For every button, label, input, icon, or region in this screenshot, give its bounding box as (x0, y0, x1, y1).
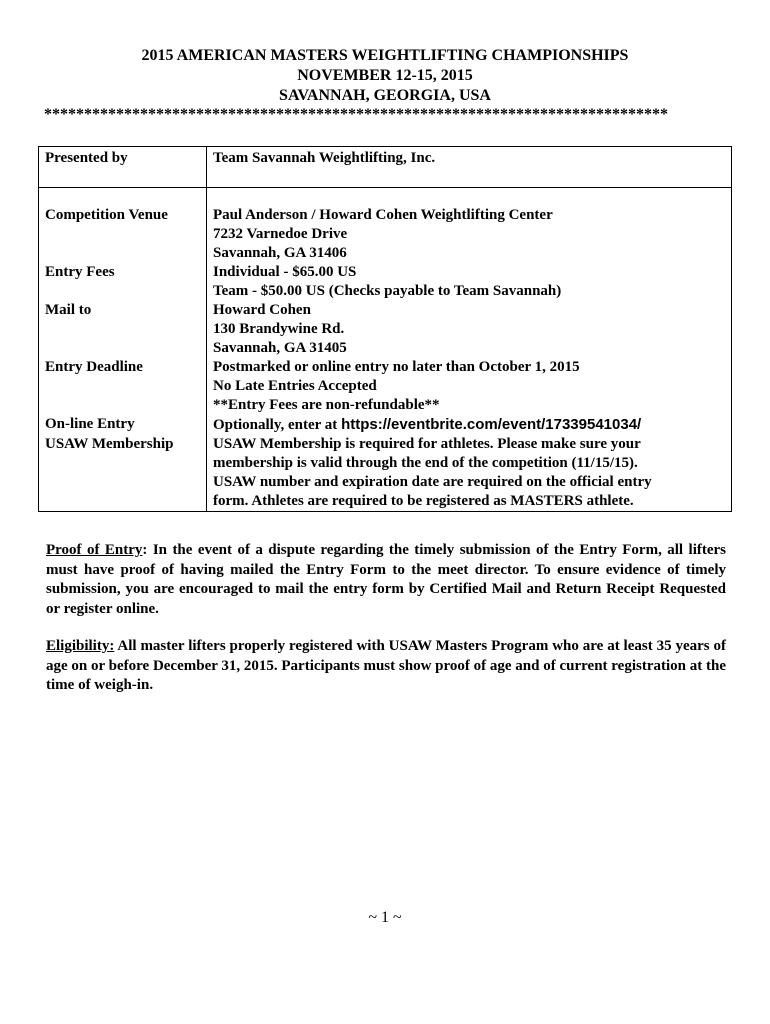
deadline-line-3: **Entry Fees are non-refundable** (213, 397, 440, 413)
deadline-line-1: Postmarked or online entry no later than October 1, 2015 (213, 359, 580, 375)
eligibility-heading: Eligibility: (46, 638, 115, 654)
table-row-online (39, 415, 732, 435)
membership-line-2: membership is valid through the end of the competition (11/15/15). (213, 455, 638, 471)
asterisk-divider: ****************************************************************************** (44, 106, 668, 123)
proof-of-entry-colon: : (142, 542, 148, 558)
table-row-mail (39, 301, 732, 358)
membership-line-3: USAW number and expiration date are required on the official entry (213, 474, 652, 490)
label-online: On-line Entry (39, 415, 207, 435)
value-venue (207, 188, 732, 264)
membership-line-1: USAW Membership is required for athletes. Please make sure your (213, 436, 641, 452)
table-row-fees (39, 263, 732, 301)
value-deadline (207, 358, 732, 415)
title-line-1: 2015 AMERICAN MASTERS WEIGHTLIFTING CHAMPIONSHIPS (141, 47, 629, 64)
mail-line-3: Savannah, GA 31405 (213, 340, 347, 356)
value-fees (207, 263, 732, 301)
mail-line-1: Howard Cohen (213, 302, 311, 318)
table-row-venue (39, 188, 732, 264)
page-number: ~ 1 ~ (368, 909, 402, 926)
online-line (213, 415, 725, 435)
title-line-3: SAVANNAH, GEORGIA, USA (279, 87, 491, 104)
eligibility-text: All master lifters properly registered with USAW Masters Program who are at least 35 years of age on or before December 31, 2015. Participants must show proof of age and of current registration at the time of weigh-in. (46, 638, 726, 693)
document-header (0, 46, 770, 106)
value-membership (207, 435, 732, 512)
eligibility-paragraph (46, 637, 726, 696)
table-row-membership (39, 435, 732, 512)
proof-of-entry-heading: Proof of Entry (46, 542, 143, 558)
proof-of-entry-paragraph (46, 541, 726, 619)
value-online (207, 415, 732, 435)
deadline-line-2: No Late Entries Accepted (213, 378, 377, 394)
value-mail (207, 301, 732, 358)
label-fees: Entry Fees (39, 263, 207, 301)
title-line-2: NOVEMBER 12-15, 2015 (297, 67, 473, 84)
table-row-deadline (39, 358, 732, 415)
eventbrite-link[interactable]: https://eventbrite.com/event/17339541034/ (341, 416, 642, 433)
label-venue: Competition Venue (39, 188, 207, 264)
venue-line-3: Savannah, GA 31406 (213, 245, 347, 261)
event-info-table (38, 146, 732, 512)
proof-of-entry-text: In the event of a dispute regarding the timely submission of the Entry Form, all lifters must have proof of having mailed the Entry Form to the meet director. To ensure evidence of timely submission, you are encouraged to mail the entry form by Certified Mail and Return Receipt Requested or register online. (46, 542, 727, 617)
label-deadline: Entry Deadline (39, 358, 207, 415)
presented-by-line: Team Savannah Weightlifting, Inc. (213, 150, 436, 166)
membership-line-4: form. Athletes are required to be registered as MASTERS athlete. (213, 493, 634, 509)
label-mail: Mail to (39, 301, 207, 358)
mail-line-2: 130 Brandywine Rd. (213, 321, 345, 337)
label-presented-by: Presented by (39, 147, 207, 188)
venue-line-1: Paul Anderson / Howard Cohen Weightlifting Center (213, 207, 553, 223)
label-membership: USAW Membership (39, 435, 207, 512)
fees-line-1: Individual - $65.00 US (213, 264, 357, 280)
value-presented-by (207, 147, 732, 188)
fees-line-2: Team - $50.00 US (Checks payable to Team Savannah) (213, 283, 562, 299)
table-row-presented-by (39, 147, 732, 188)
online-prefix: Optionally, enter at (213, 417, 342, 433)
venue-line-2: 7232 Varnedoe Drive (213, 226, 348, 242)
